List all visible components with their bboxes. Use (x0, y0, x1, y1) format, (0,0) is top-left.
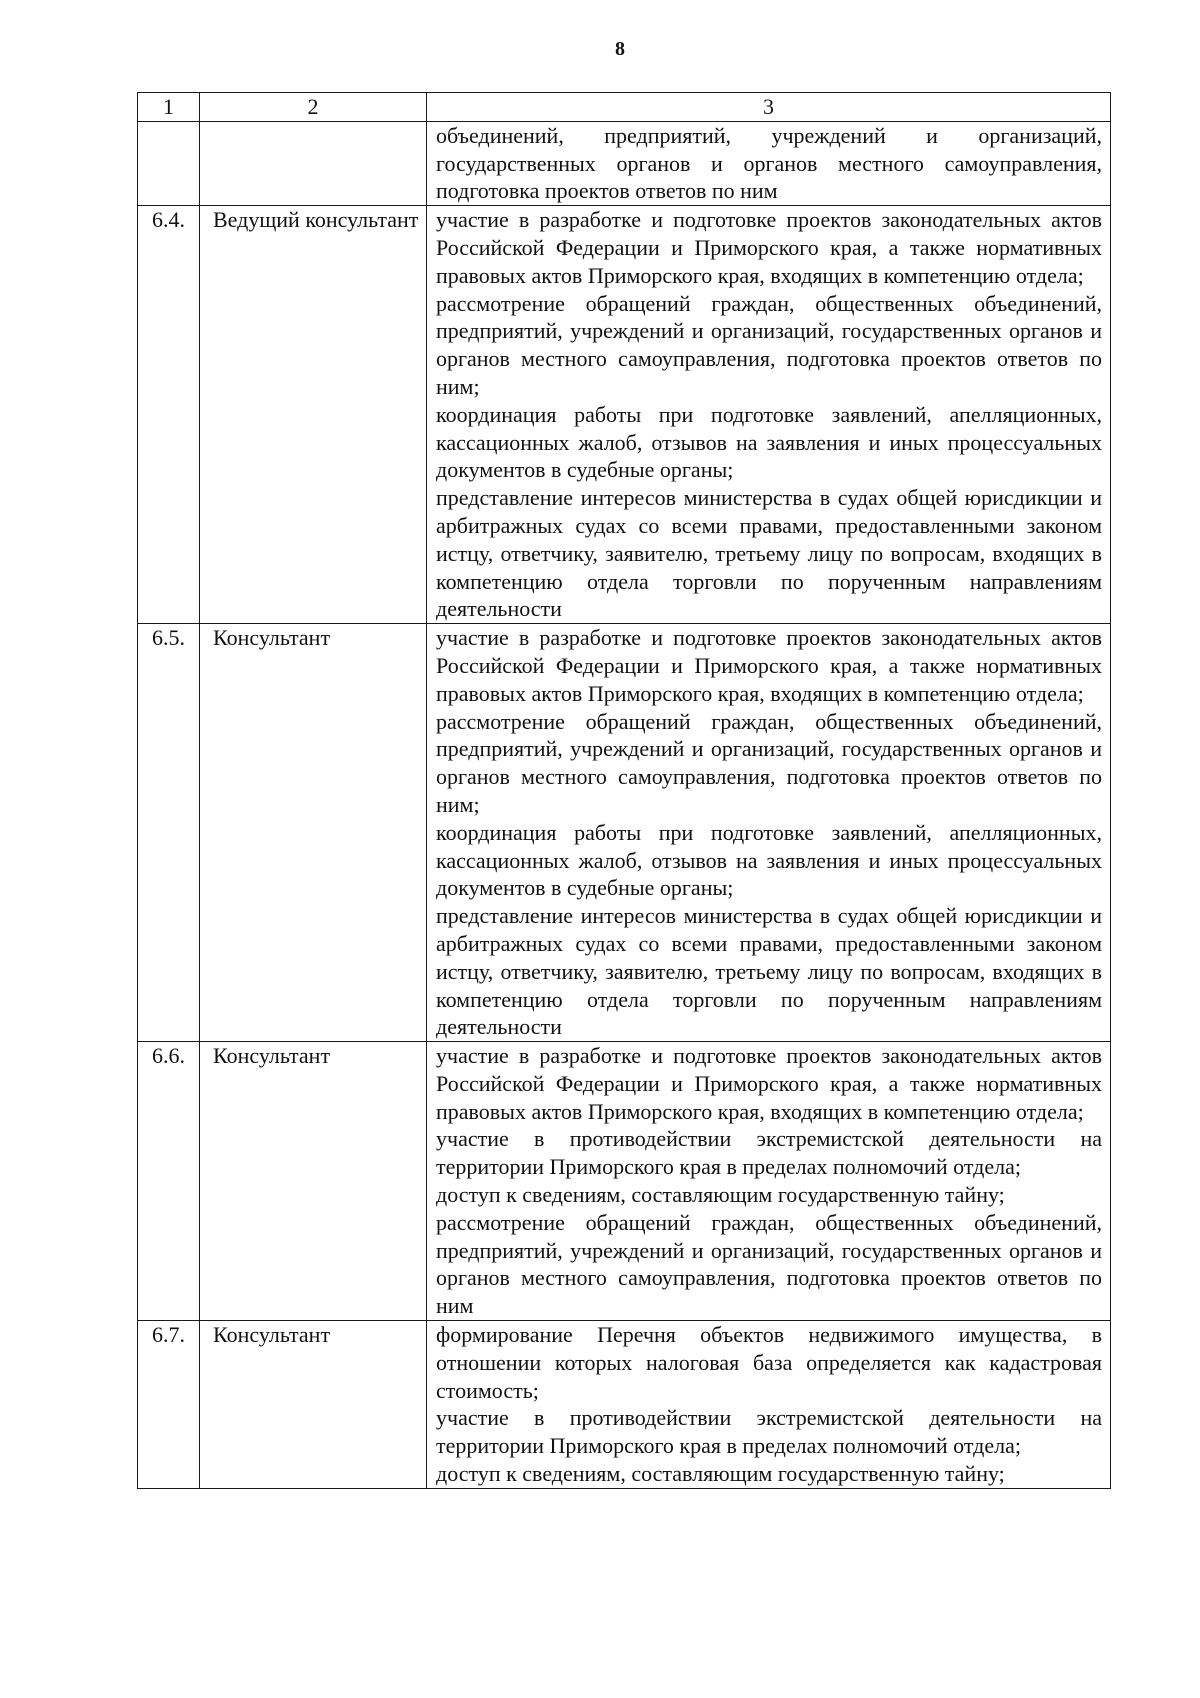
duty-paragraph: рассмотрение обращений граждан, общественных объединений, предприятий, учреждений и организаций, государственных органов и органов местного самоуправления, подготовка проектов ответов по ним (436, 1209, 1102, 1319)
row-number: 6.5. (138, 624, 200, 1042)
page-number: 8 (615, 38, 625, 60)
header-col-1: 1 (138, 93, 200, 122)
table-header-row (138, 93, 1111, 122)
duty-paragraph: участие в разработке и подготовке проектов законодательных актов Российской Федерации и Приморского края, а также нормативных правовых актов Приморского края, входящих в компетенцию отдела; (436, 1043, 1102, 1124)
table-row (138, 1042, 1111, 1321)
header-col-3: 3 (427, 93, 1111, 122)
duties-cell (427, 121, 1111, 205)
row-number: 6.6. (138, 1042, 200, 1321)
position-title: Консультант (200, 1321, 427, 1489)
duty-paragraph: координация работы при подготовке заявлений, апелляционных, кассационных жалоб, отзывов на заявления и иных процессуальных документов в судебные органы; (436, 819, 1102, 901)
duty-paragraph: участие в противодействии экстремистской деятельности на территории Приморского края в пределах полномочий отдела; (436, 1126, 1102, 1180)
duty-paragraph: формирование Перечня объектов недвижимого имущества, в отношении которых налоговая база определяется как кадастровая стоимость; (436, 1322, 1102, 1403)
duties-cell (427, 206, 1111, 624)
duty-paragraph: координация работы при подготовке заявлений, апелляционных, кассационных жалоб, отзывов на заявления и иных процессуальных документов в судебные органы; (436, 401, 1102, 483)
row-number (138, 121, 200, 205)
duty-paragraph: объединений, предприятий, учреждений и организаций, государственных органов и органов местного самоуправления, подготовка проектов ответов по ним (436, 122, 1102, 204)
position-title: Консультант (200, 1042, 427, 1321)
table-row (138, 624, 1111, 1042)
duties-cell (427, 1321, 1111, 1489)
duty-paragraph: доступ к сведениям, составляющим государственную тайну; (436, 1182, 1005, 1208)
table-row (138, 1321, 1111, 1489)
duty-paragraph: представление интересов министерства в судах общей юрисдикции и арбитражных судах со всеми правами, предоставленными законом истцу, ответчику, заявителю, третьему лицу по вопросам, входящих в компетенцию отдела торговли по порученным направлениям деятельности (436, 903, 1102, 1040)
duty-paragraph: рассмотрение обращений граждан, общественных объединений, предприятий, учреждений и организаций, государственных органов и органов местного самоуправления, подготовка проектов ответов по ним; (436, 708, 1102, 817)
position-title (200, 121, 427, 205)
row-number: 6.7. (138, 1321, 200, 1489)
duties-cell (427, 624, 1111, 1042)
duty-paragraph: представление интересов министерства в судах общей юрисдикции и арбитражных судах со всеми правами, предоставленными законом истцу, ответчику, заявителю, третьему лицу по вопросам, входящих в компетенцию отдела торговли по порученным направлениям деятельности (436, 485, 1102, 622)
position-title: Консультант (200, 624, 427, 1042)
duty-paragraph: участие в противодействии экстремистской деятельности на территории Приморского края в пределах полномочий отдела; (436, 1405, 1102, 1459)
duty-paragraph: участие в разработке и подготовке проектов законодательных актов Российской Федерации и Приморского края, а также нормативных правовых актов Приморского края, входящих в компетенцию отдела; (436, 625, 1102, 706)
duty-paragraph: доступ к сведениям, составляющим государственную тайну; (436, 1461, 1005, 1487)
row-number: 6.4. (138, 206, 200, 624)
header-col-2: 2 (200, 93, 427, 122)
position-title: Ведущий консультант (200, 206, 427, 624)
duty-paragraph: участие в разработке и подготовке проектов законодательных актов Российской Федерации и Приморского края, а также нормативных правовых актов Приморского края, входящих в компетенцию отдела; (436, 207, 1102, 288)
table-row (138, 206, 1111, 624)
duty-paragraph: рассмотрение обращений граждан, общественных объединений, предприятий, учреждений и организаций, государственных органов и органов местного самоуправления, подготовка проектов ответов по ним; (436, 290, 1102, 399)
duties-table (137, 92, 1111, 1489)
duties-cell (427, 1042, 1111, 1321)
table-row (138, 121, 1111, 205)
